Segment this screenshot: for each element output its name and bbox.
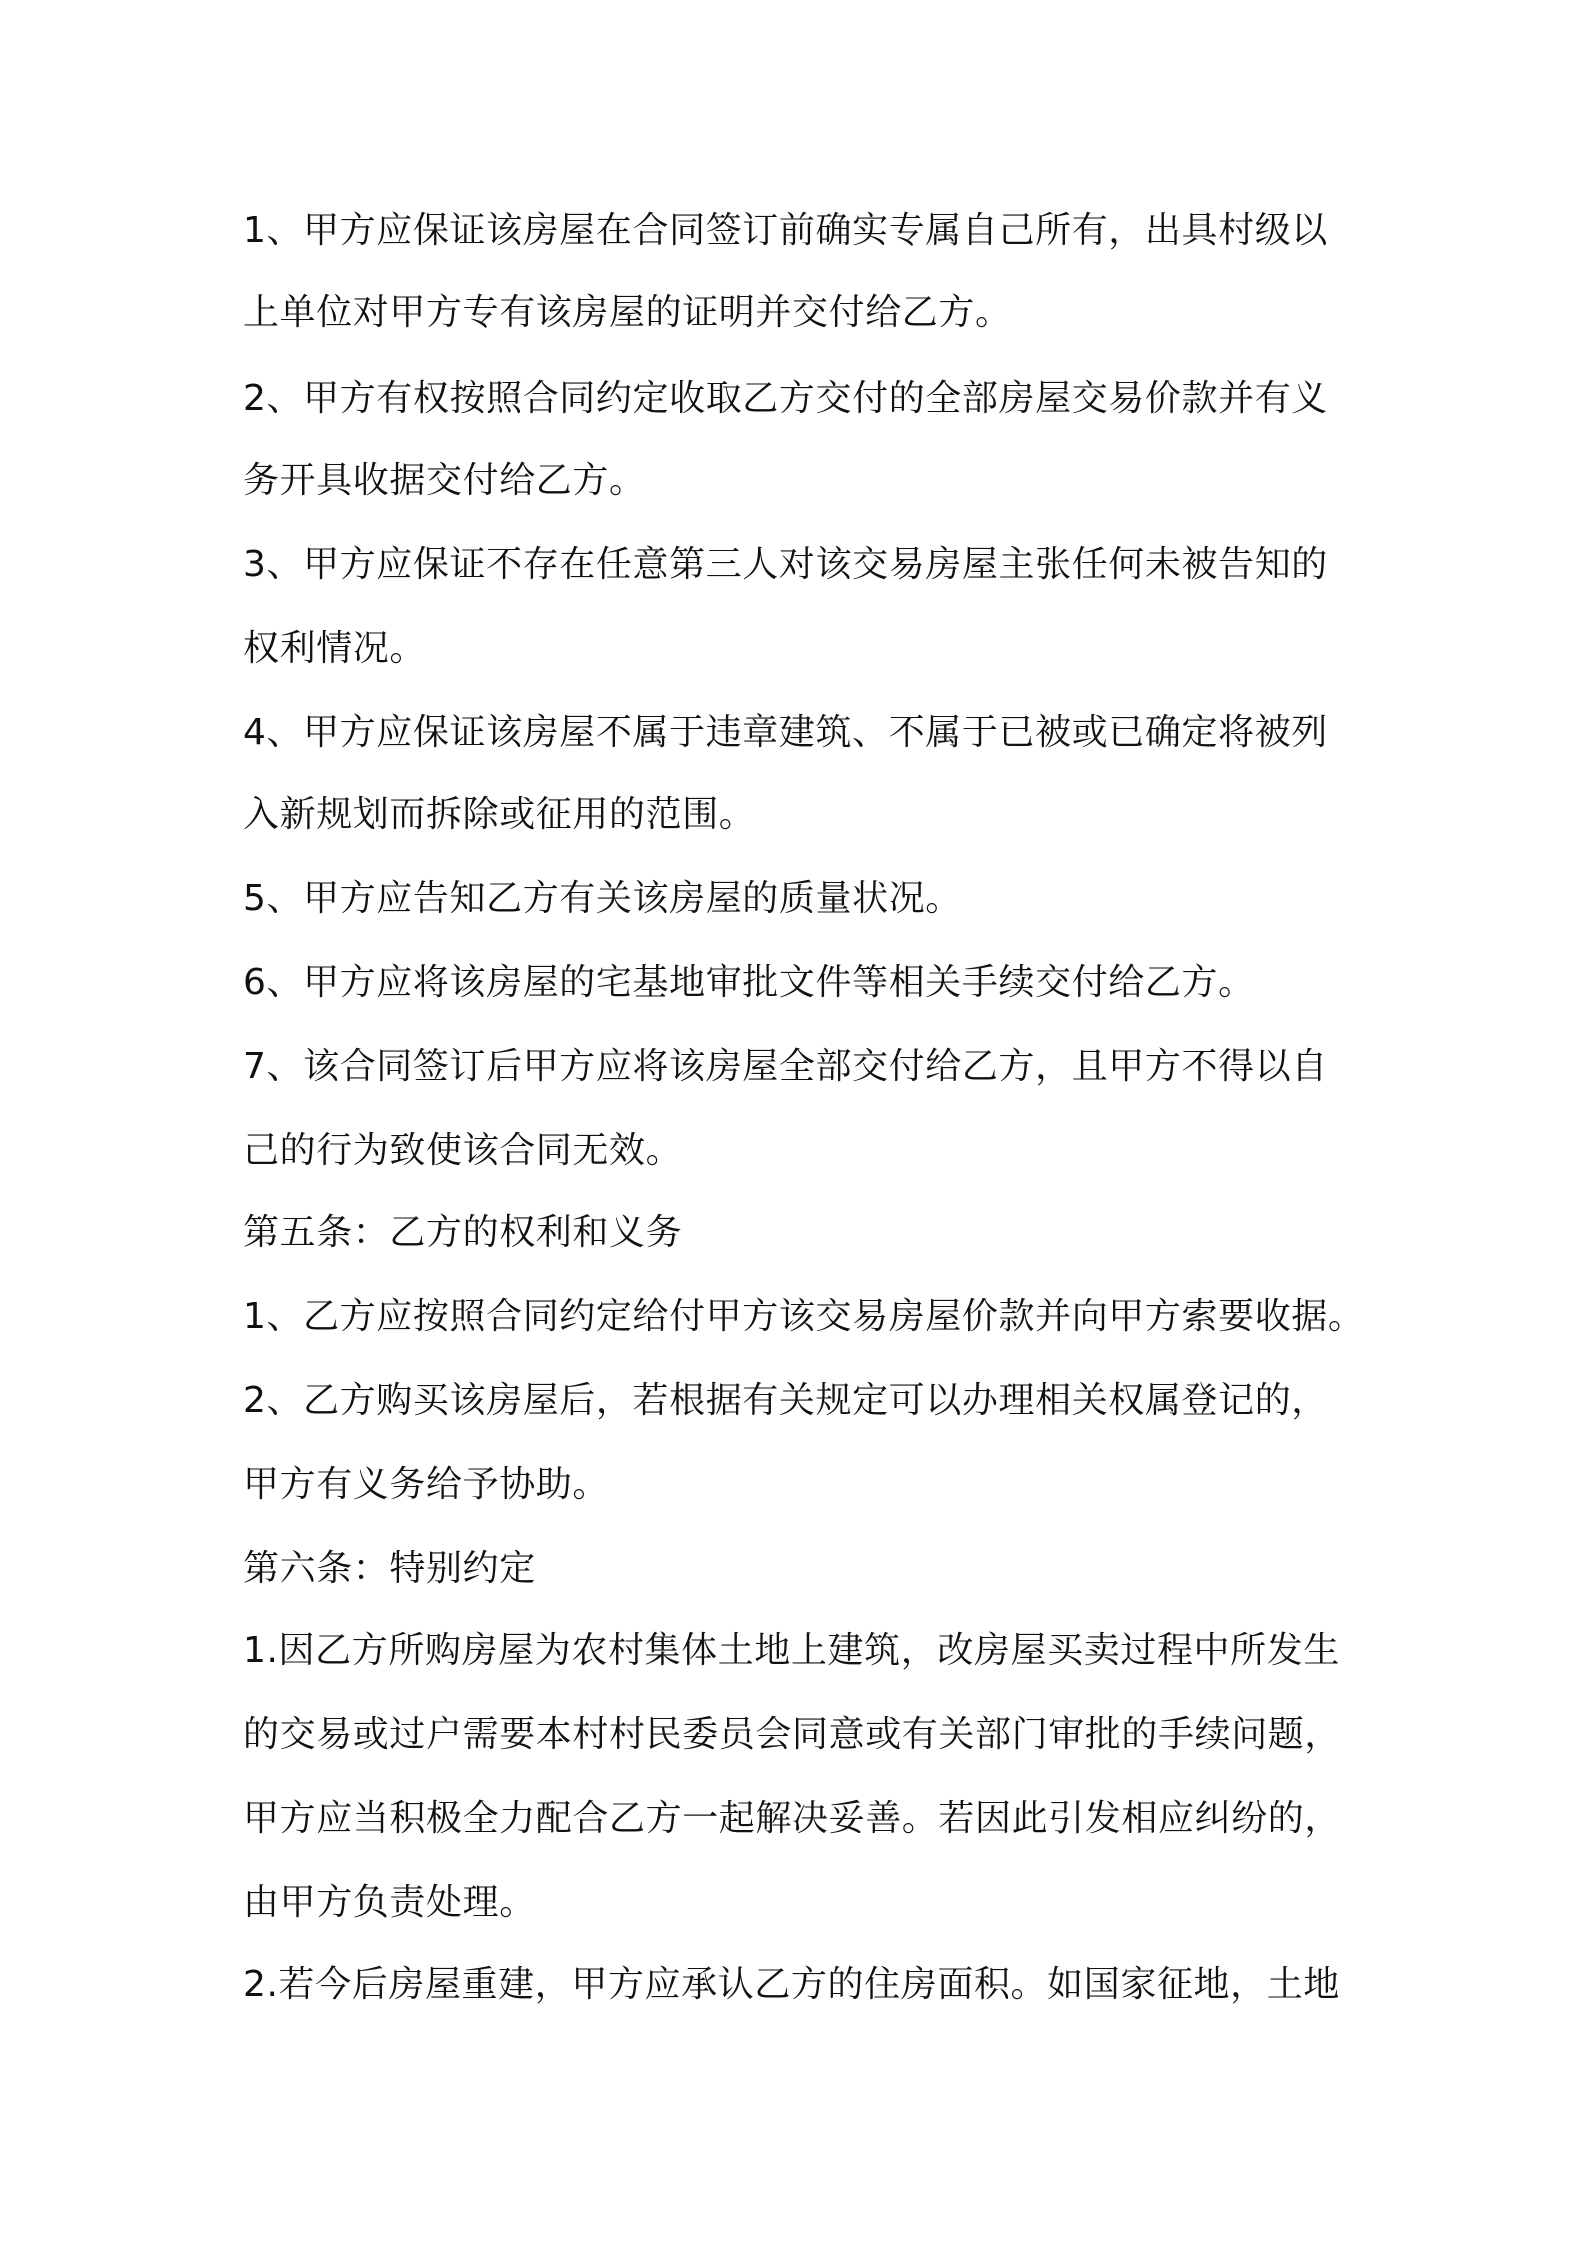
text-line: 2.若今后房屋重建，甲方应承认乙方的住房面积。如国家征地，土地 — [243, 1964, 1340, 2005]
text-line: 由甲方负责处理。 — [243, 1882, 536, 1923]
text-line: 1、乙方应按照合同约定给付甲方该交易房屋价款并向甲方索要收据。 — [243, 1296, 1365, 1337]
text-line: 权利情况。 — [243, 628, 427, 669]
text-line: 1.因乙方所购房屋为农村集体土地上建筑，改房屋买卖过程中所发生 — [243, 1630, 1340, 1671]
text-line: 甲方有义务给予协助。 — [243, 1464, 610, 1505]
text-line: 1、甲方应保证该房屋在合同签订前确实专属自己所有，出具村级以 — [243, 210, 1328, 251]
text-line: 上单位对甲方专有该房屋的证明并交付给乙方。 — [243, 292, 1012, 333]
text-line: 己的行为致使该合同无效。 — [243, 1130, 683, 1171]
text-line: 2、甲方有权按照合同约定收取乙方交付的全部房屋交易价款并有义 — [243, 378, 1328, 419]
text-line: 甲方应当积极全力配合乙方一起解决妥善。若因此引发相应纠纷的， — [243, 1798, 1342, 1839]
text-line: 5、甲方应告知乙方有关该房屋的质量状况。 — [243, 878, 962, 919]
text-line: 的交易或过户需要本村村民委员会同意或有关部门审批的手续问题， — [243, 1714, 1342, 1755]
text-line: 4、甲方应保证该房屋不属于违章建筑、不属于已被或已确定将被列 — [243, 712, 1328, 753]
text-line: 3、甲方应保证不存在任意第三人对该交易房屋主张任何未被告知的 — [243, 544, 1328, 585]
text-line: 2、乙方购买该房屋后，若根据有关规定可以办理相关权属登记的， — [243, 1380, 1328, 1421]
text-line: 入新规划而拆除或征用的范围。 — [243, 794, 756, 835]
text-line: 7、该合同签订后甲方应将该房屋全部交付给乙方，且甲方不得以自 — [243, 1046, 1328, 1087]
text-line: 6、甲方应将该房屋的宅基地审批文件等相关手续交付给乙方。 — [243, 962, 1255, 1003]
section-heading: 第六条：特别约定 — [243, 1548, 536, 1589]
section-heading: 第五条：乙方的权利和义务 — [243, 1212, 683, 1253]
text-line: 务开具收据交付给乙方。 — [243, 460, 646, 501]
